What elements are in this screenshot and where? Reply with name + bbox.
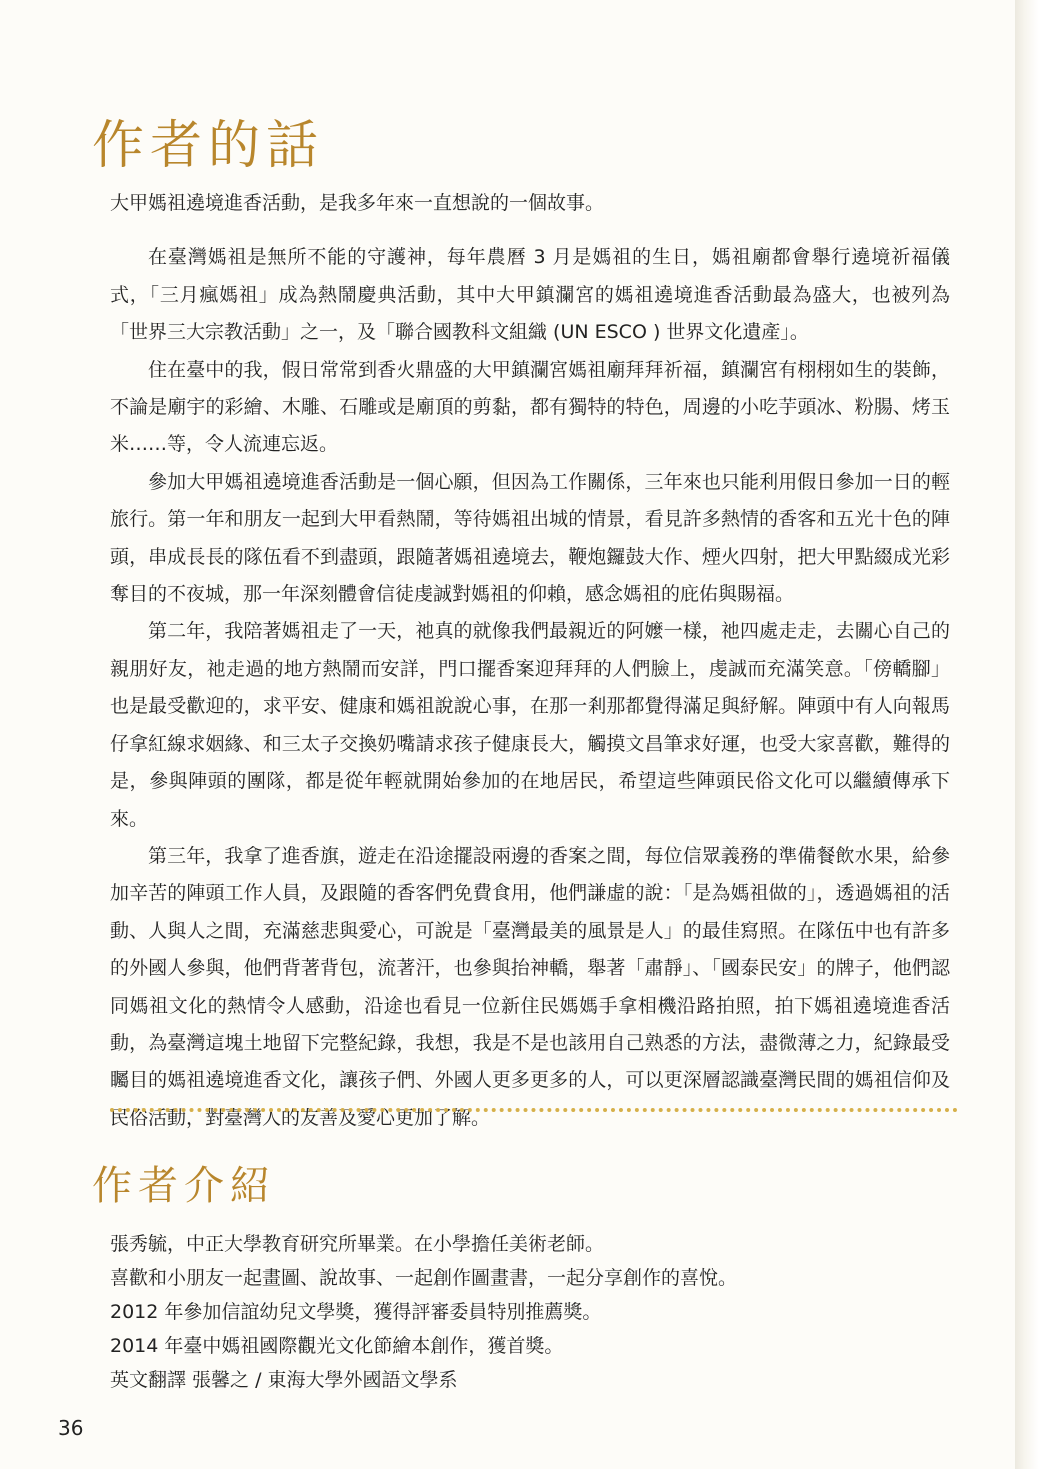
essay-paragraph: 第二年，我陪著媽祖走了一天，祂真的就像我們最親近的阿嬤一樣，祂四處走走，去關心自己的親朋好友，祂走過的地方熱鬧而安詳，門口擺香案迎拜拜的人們臉上，虔誠而充滿笑意。「傍轎腳」也是最受歡迎的，求平安、健康和媽祖說說心事，在那一剎那都覺得滿足與紓解。陣頭中有人向報馬仔拿紅線求姻緣、和三太子交換奶嘴請求孩子健康長大，觸摸文昌筆求好運，也受大家喜歡，難得的是，參與陣頭的團隊，都是從年輕就開始參加的在地居民，希望這些陣頭民俗文化可以繼續傳承下來。 [110, 620, 950, 830]
essay-paragraph: 在臺灣媽祖是無所不能的守護神，每年農曆 3 月是媽祖的生日，媽祖廟都會舉行遶境祈福儀式，「三月瘋媽祖」成為熱鬧慶典活動，其中大甲鎮瀾宮的媽祖遶境進香活動最為盛大，也被列為「世界三大宗教活動」之一，及「聯合國教科文組織 (UN ESCO ) 世界文化遺產」。 [110, 246, 950, 344]
dotted-divider [110, 1108, 958, 1112]
bio-line: 喜歡和小朋友一起畫圖、說故事、一起創作圖畫書，一起分享創作的喜悅。 [110, 1267, 738, 1289]
author-intro-heading: 作者介紹 [92, 1163, 276, 1209]
bio-line: 張秀毓，中正大學教育研究所畢業。在小學擔任美術老師。 [110, 1233, 605, 1255]
essay-paragraph: 住在臺中的我，假日常常到香火鼎盛的大甲鎮瀾宮媽祖廟拜拜祈福，鎮瀾宮有栩栩如生的裝飾，不論是廟宇的彩繪、木雕、石雕或是廟頂的剪黏，都有獨特的特色，周邊的小吃芋頭冰、粉腸、烤玉米……等，令人流連忘返。 [110, 358, 950, 456]
page-number: 36 [58, 1416, 84, 1440]
bio-line: 2012 年參加信誼幼兒文學獎，獲得評審委員特別推薦獎。 [110, 1301, 602, 1323]
author-words-heading: 作者的話 [92, 116, 325, 176]
essay-paragraph: 第三年，我拿了進香旗，遊走在沿途擺設兩邊的香案之間，每位信眾義務的準備餐飲水果，給參加辛苦的陣頭工作人員，及跟隨的香客們免費食用，他們謙虛的說：「是為媽祖做的」，透過媽祖的活動、人與人之間，充滿慈悲與愛心，可說是「臺灣最美的風景是人」的最佳寫照。在隊伍中也有許多的外國人參與，他們背著背包，流著汗，也參與抬神轎，舉著「肅靜」、「國泰民安」的牌子，他們認同媽祖文化的熱情令人感動，沿途也看見一位新住民媽媽手拿相機沿路拍照，拍下媽祖遶境進香活動，為臺灣這塊土地留下完整紀錄，我想，我是不是也該用自己熟悉的方法，盡微薄之力，紀錄最受矚目的媽祖遶境進香文化，讓孩子們、外國人更多更多的人，可以更深層認識臺灣民間的媽祖信仰及民俗活動，對臺灣人的友善及愛心更加了解。 [110, 844, 950, 1129]
essay-paragraph: 大甲媽祖遶境進香活動，是我多年來一直想說的一個故事。 [110, 192, 605, 214]
author-words-essay [110, 185, 950, 1137]
author-bio [110, 1227, 950, 1397]
essay-paragraph: 參加大甲媽祖遶境進香活動是一個心願，但因為工作關係，三年來也只能利用假日參加一日的輕旅行。第一年和朋友一起到大甲看熱鬧，等待媽祖出城的情景，看見許多熱情的香客和五光十色的陣頭，串成長長的隊伍看不到盡頭，跟隨著媽祖遶境去，鞭炮鑼鼓大作、煙火四射，把大甲點綴成光彩奪目的不夜城，那一年深刻體會信徒虔誠對媽祖的仰賴，感念媽祖的庇佑與賜福。 [110, 470, 950, 606]
bio-line: 英文翻譯 張馨之 / 東海大學外國語文學系 [110, 1369, 458, 1391]
bio-line: 2014 年臺中媽祖國際觀光文化節繪本創作，獲首獎。 [110, 1335, 564, 1357]
book-spine-shadow [1015, 0, 1039, 1469]
